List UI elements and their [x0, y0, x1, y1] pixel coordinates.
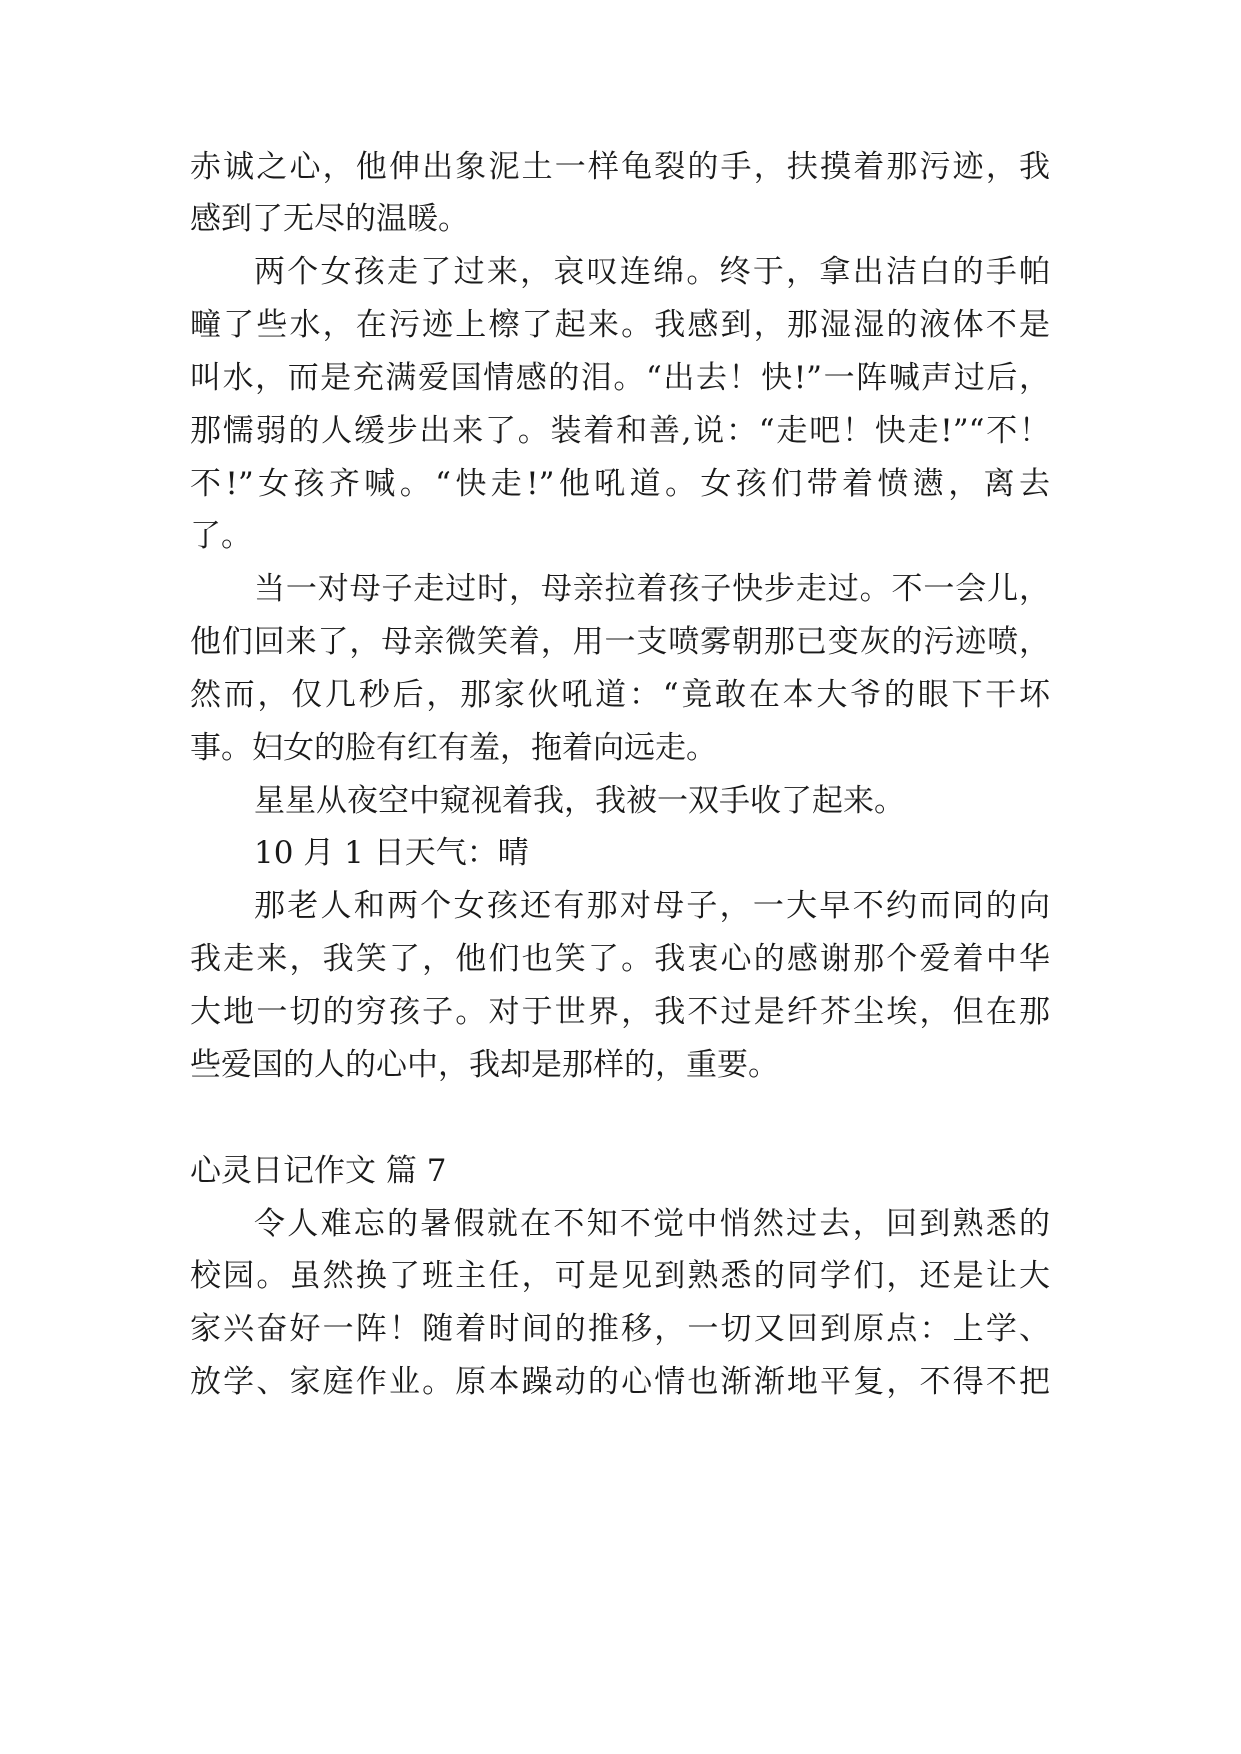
paragraph-line: 那懦弱的人缓步出来了。装着和善,说：“走吧！快走!”“不！	[190, 413, 1050, 449]
paragraph-line: 两个女孩走了过来，哀叹连绵。终于，拿出洁白的手帕	[254, 254, 1050, 290]
paragraph-line: 令人难忘的暑假就在不知不觉中悄然过去，回到熟悉的	[254, 1206, 1050, 1242]
paragraph-line: 叫水，而是充满爱国情感的泪。“出去！快!”一阵喊声过后，	[190, 360, 1050, 396]
paragraph-line: 感到了无尽的温暖。	[190, 201, 469, 237]
paragraph-line: 赤诚之心，他伸出象泥土一样龟裂的手，扶摸着那污迹，我	[190, 149, 1050, 185]
paragraph-line: 当一对母子走过时，母亲拉着孩子快步走过。不一会儿，	[254, 571, 1050, 607]
paragraph-line: 些爱国的人的心中，我却是那样的，重要。	[190, 1047, 779, 1083]
paragraph-line: 事。妇女的脸有红有羞，拖着向远走。	[190, 730, 717, 766]
paragraph-line: 我走来，我笑了，他们也笑了。我衷心的感谢那个爱着中华	[190, 941, 1050, 977]
paragraph-line: 放学、家庭作业。原本躁动的心情也渐渐地平复，不得不把	[190, 1364, 1050, 1400]
paragraph-line: 星星从夜空中窥视着我，我被一双手收了起来。	[254, 783, 905, 819]
paragraph-line: 不!”女孩齐喊。“快走!”他吼道。女孩们带着愤懑，离去	[190, 466, 1050, 502]
paragraph-line: 校园。虽然换了班主任，可是见到熟悉的同学们，还是让大	[190, 1258, 1050, 1294]
paragraph-line: 那老人和两个女孩还有那对母子，一大早不约而同的向	[254, 888, 1050, 924]
paragraph-line: 了。	[190, 518, 252, 554]
paragraph-line: 大地一切的穷孩子。对于世界，我不过是纤芥尘埃，但在那	[190, 994, 1050, 1030]
paragraph-line: 他们回来了，母亲微笑着，用一支喷雾朝那已变灰的污迹喷，	[190, 624, 1050, 660]
paragraph-line: 然而，仅几秒后，那家伙吼道：“竟敢在本大爷的眼下干坏	[190, 677, 1050, 713]
section-heading: 心灵日记作文 篇 7	[190, 1153, 447, 1189]
diary-date-line: 10 月 1 日天气：晴	[254, 835, 529, 871]
paragraph-line: 家兴奋好一阵！随着时间的推移，一切又回到原点：上学、	[190, 1311, 1050, 1347]
paragraph-line: 疃了些水，在污迹上檫了起来。我感到，那湿湿的液体不是	[190, 307, 1050, 343]
